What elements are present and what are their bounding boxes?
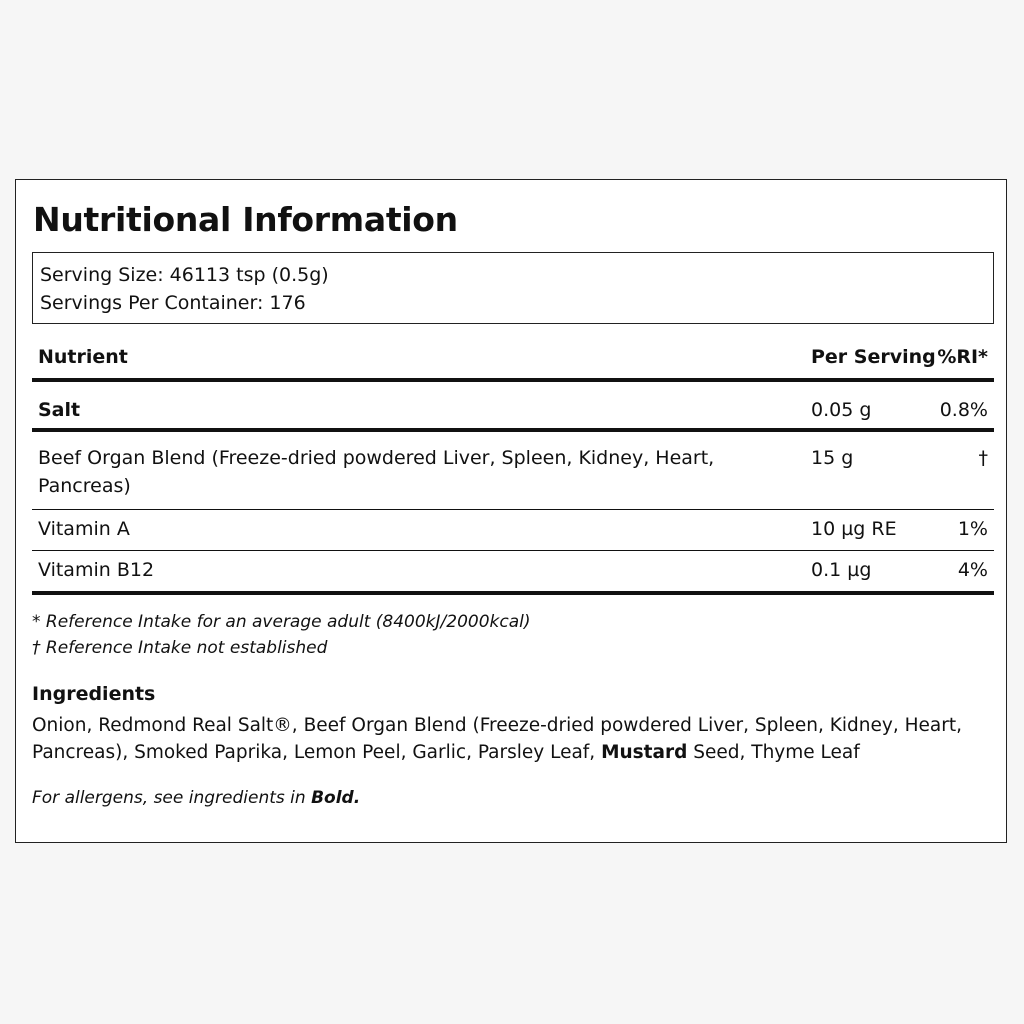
allergen-note: [32, 785, 360, 811]
table-row: [32, 432, 994, 510]
nutrient-table: [32, 338, 994, 595]
nutrient-name: Vitamin B12: [38, 559, 155, 581]
panel-title: Nutritional Information: [33, 200, 458, 239]
nutrient-ri: †: [978, 447, 988, 469]
servings-per-container: Servings Per Container: 176: [40, 292, 306, 314]
nutrient-name: Vitamin A: [38, 518, 130, 540]
nutrient-ri: 1%: [957, 518, 988, 540]
serving-size: Serving Size: 46113 tsp (0.5g): [40, 264, 329, 286]
ingredients-text-start: Onion, Redmond Real Salt®, Beef Organ Blend (Freeze-dried powdered Liver, Spleen, Kidney, Heart, Pancreas), Smoked Paprika, Lemon Peel, Garlic, Parsley Leaf,: [32, 715, 962, 763]
allergen-note-bold: Bold.: [311, 788, 361, 808]
table-row: [32, 510, 994, 551]
table-row: [32, 551, 994, 595]
nutrient-per-serving: 0.1 µg: [811, 559, 872, 581]
serving-info-box: [32, 252, 994, 324]
nutrient-per-serving: 10 µg RE: [811, 518, 897, 540]
allergen-note-text: For allergens, see ingredients in: [32, 788, 312, 808]
header-ri: %RI*: [937, 346, 988, 368]
nutrient-ri: 4%: [957, 559, 988, 581]
nutrient-ri: 0.8%: [939, 399, 988, 421]
dagger-footnote: † Reference Intake not established: [32, 638, 328, 658]
nutrient-name: Salt: [38, 399, 81, 421]
ingredients-heading: Ingredients: [32, 683, 156, 705]
nutrition-panel: [15, 179, 1007, 843]
header-nutrient: Nutrient: [38, 346, 128, 368]
table-header: [32, 338, 994, 382]
nutrient-per-serving: 15 g: [811, 447, 854, 469]
table-row: [32, 382, 994, 432]
allergen-highlight: Mustard: [601, 742, 688, 763]
nutrient-name: Beef Organ Blend (Freeze-dried powdered Liver, Spleen, Kidney, Heart, Pancreas): [38, 447, 715, 497]
footnotes: [32, 609, 531, 661]
ingredients-list: [32, 712, 982, 766]
ingredients-text-end: Seed, Thyme Leaf: [687, 742, 860, 763]
nutrient-per-serving: 0.05 g: [811, 399, 872, 421]
ri-footnote: * Reference Intake for an average adult (8400kJ/2000kcal): [32, 612, 531, 632]
header-per-serving: Per Serving: [811, 346, 936, 368]
